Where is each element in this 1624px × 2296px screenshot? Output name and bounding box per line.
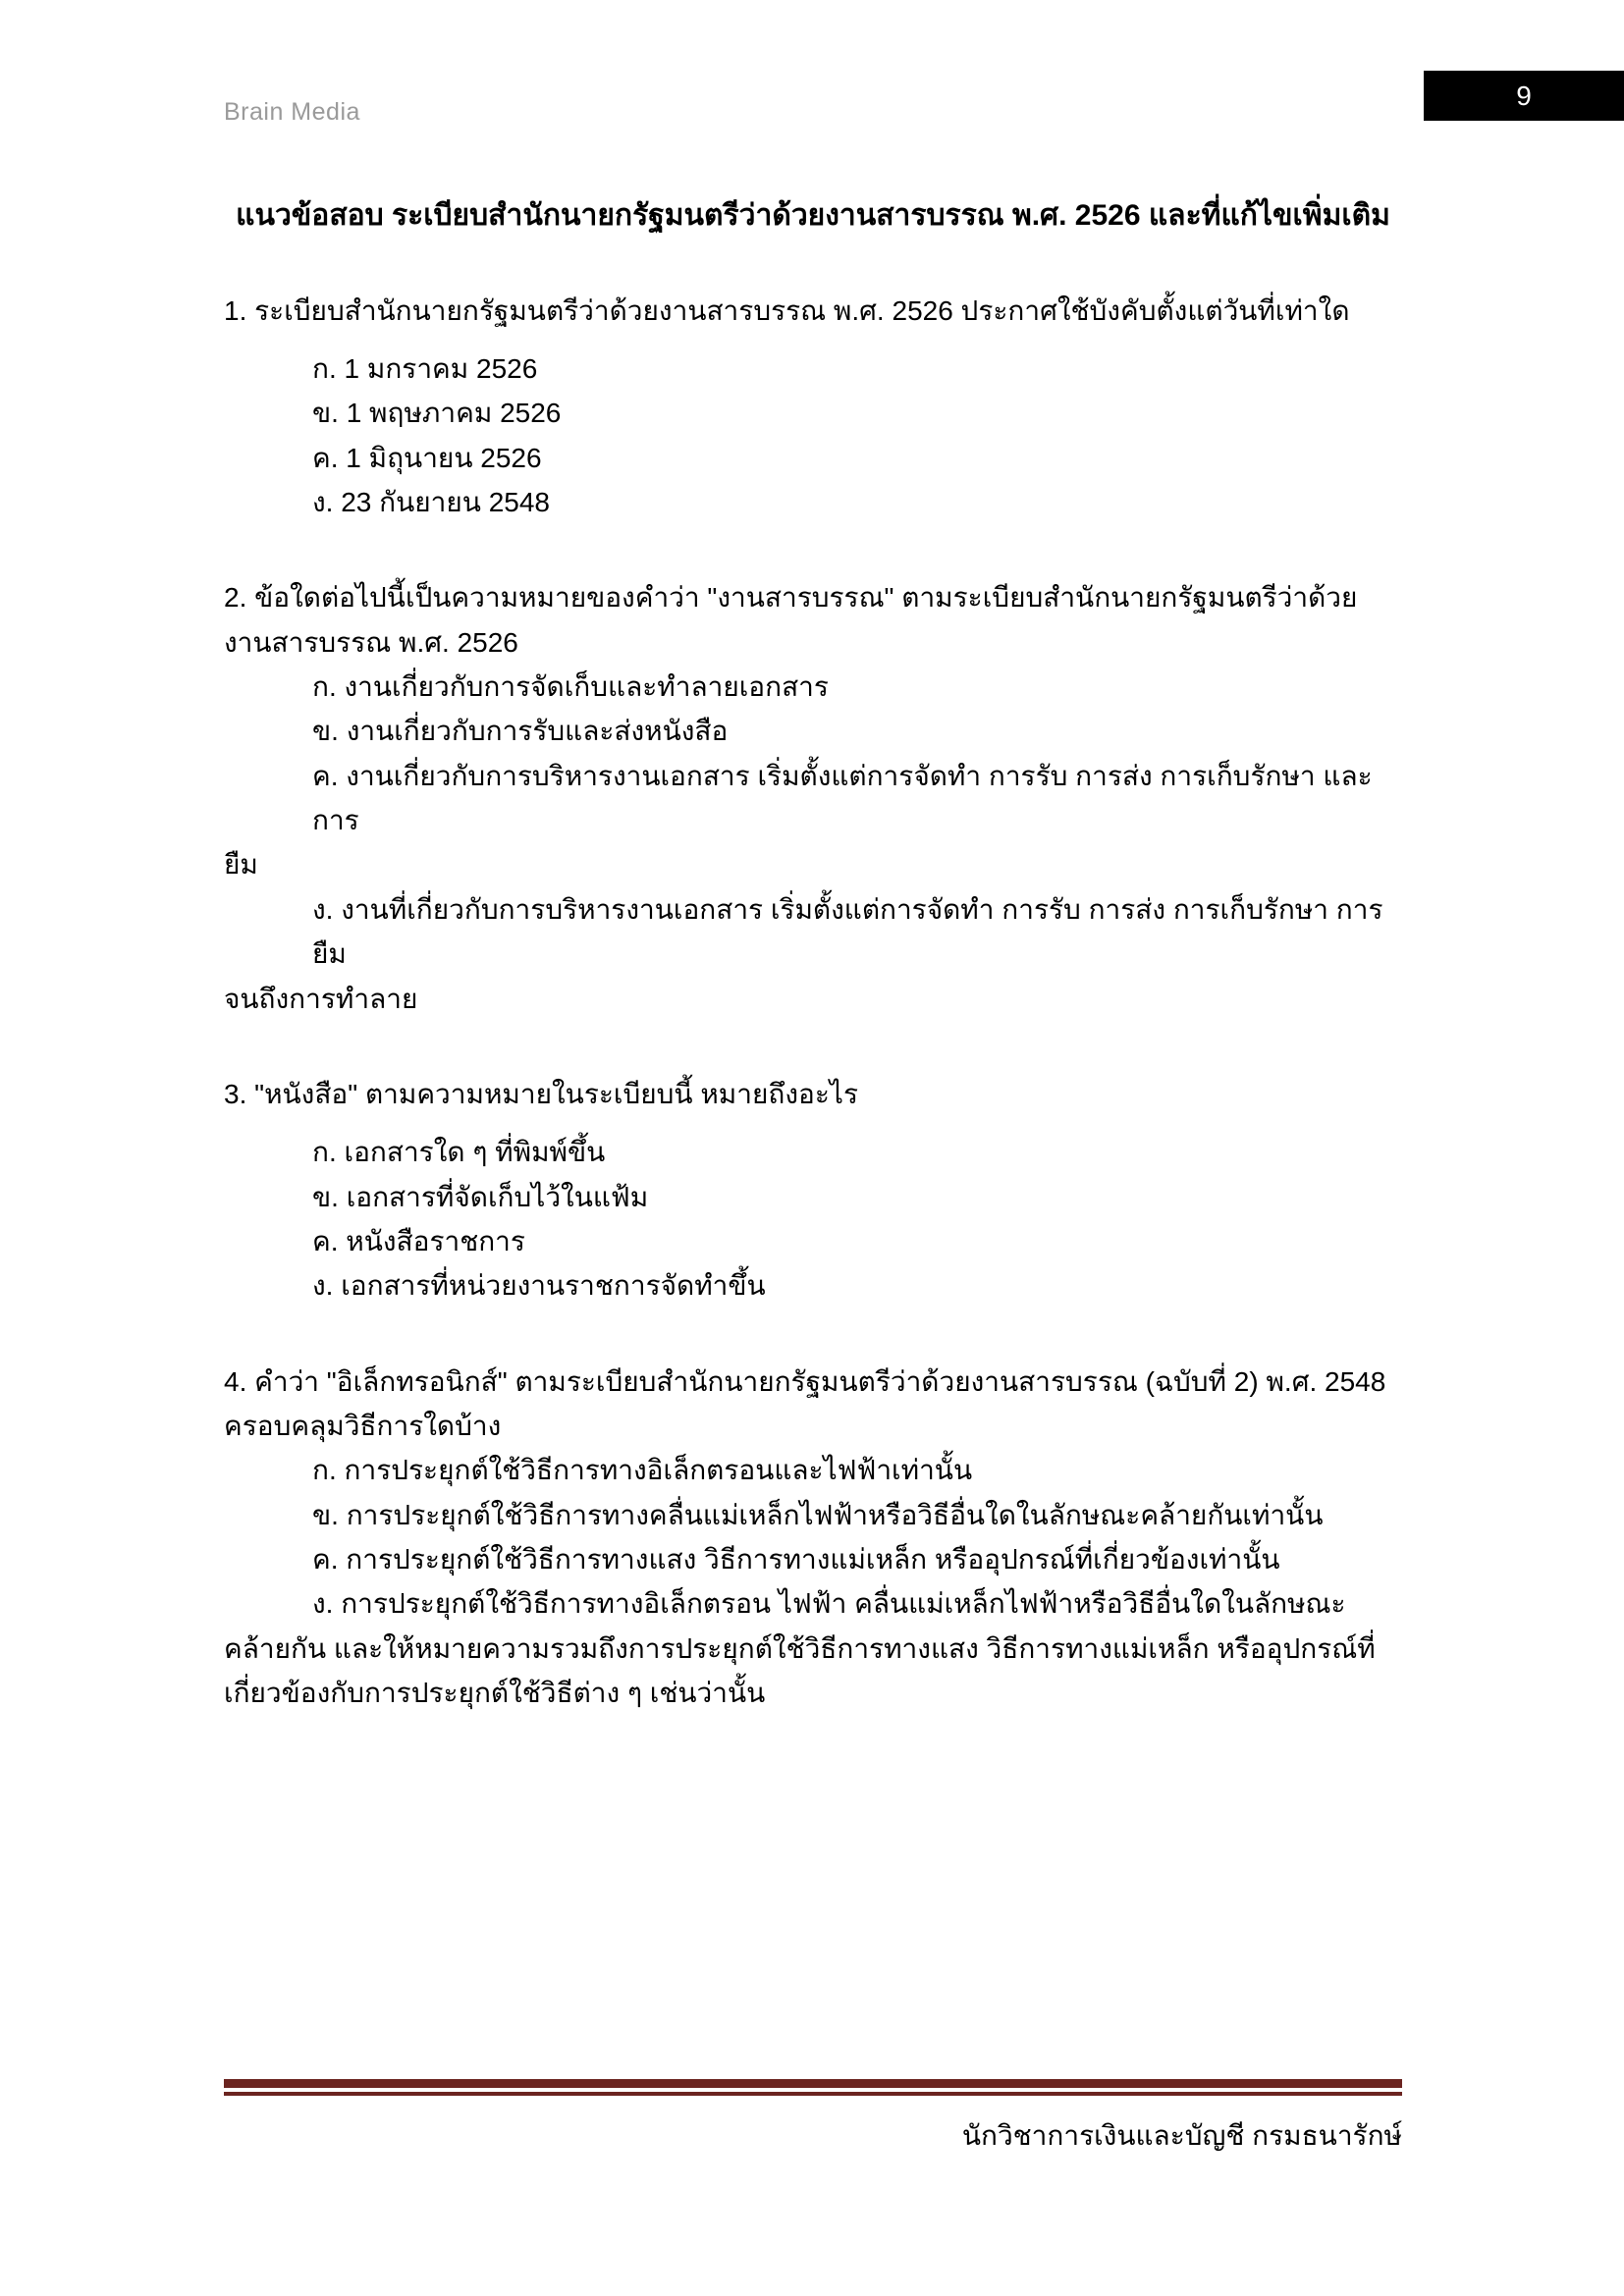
choice-item[interactable]: [224, 1130, 1402, 1174]
question-text: 2. ข้อใดต่อไปนี้เป็นความหมายของคำว่า "งานสารบรรณ" ตามระเบียบสำนักนายกรัฐมนตรีว่าด้วยงานสารบรรณ พ.ศ. 2526: [224, 582, 1358, 658]
page-footer: [224, 2079, 1402, 2157]
choice-list: [224, 665, 1402, 1021]
page-title: แนวข้อสอบ ระเบียบสำนักนายกรัฐมนตรีว่าด้วยงานสารบรรณ พ.ศ. 2526 และที่แก้ไขเพิ่มเติม: [236, 199, 1390, 232]
choice-item[interactable]: [224, 665, 1402, 709]
page-number-value: 9: [1516, 80, 1532, 111]
choice-item[interactable]: [224, 391, 1402, 435]
document-body: [224, 177, 1402, 1716]
question-block: [224, 1072, 1402, 1308]
choice-text: ก. การประยุกต์ใช้วิธีการทางอิเล็กตรอนและไฟฟ้าเท่านั้น: [312, 1455, 973, 1486]
choice-list: [224, 1130, 1402, 1308]
choice-item[interactable]: [224, 887, 1402, 1021]
choice-text: ข. เอกสารที่จัดเก็บไว้ในแฟ้ม: [312, 1181, 649, 1212]
choice-text: ข. 1 พฤษภาคม 2526: [312, 398, 562, 429]
choice-item[interactable]: [224, 709, 1402, 753]
choice-text-continuation: คล้ายกัน และให้หมายความรวมถึงการประยุกต์ใช้วิธีการทางแสง วิธีการทางแม่เหล็ก หรืออุปกรณ์ที่เกี่ยวข้องกับการประยุกต์ใช้วิธีต่าง ๆ เช่นว่านั้น: [224, 1632, 1376, 1709]
question-text: 4. คำว่า "อิเล็กทรอนิกส์" ตามระเบียบสำนักนายกรัฐมนตรีว่าด้วยงานสารบรรณ (ฉบับที่ 2) พ.ศ. 2548 ครอบคลุมวิธีการใดบ้าง: [224, 1365, 1386, 1442]
footer-rule-thick: [224, 2079, 1402, 2088]
question-block: [224, 289, 1402, 525]
question-block: [224, 1360, 1402, 1716]
choice-list: [224, 347, 1402, 524]
choice-item[interactable]: [224, 1263, 1402, 1308]
choice-text: ค. 1 มิถุนายน 2526: [312, 442, 542, 473]
choice-item[interactable]: [224, 1448, 1402, 1492]
choice-item[interactable]: [224, 436, 1402, 480]
choice-text: ค. หนังสือราชการ: [312, 1225, 525, 1256]
choice-text: ข. งานเกี่ยวกับการรับและส่งหนังสือ: [312, 716, 729, 747]
question-text: 3. "หนังสือ" ตามความหมายในระเบียบนี้ หมายถึงอะไร: [224, 1078, 858, 1109]
footer-text: นักวิชาการเงินและบัญชี กรมธนารักษ์: [961, 2120, 1402, 2151]
question-text: 1. ระเบียบสำนักนายกรัฐมนตรีว่าด้วยงานสารบรรณ พ.ศ. 2526 ประกาศใช้บังคับตั้งแต่วันที่เท่าใด: [224, 294, 1350, 326]
choice-item[interactable]: [224, 1493, 1402, 1537]
choice-text: ง. งานที่เกี่ยวกับการบริหารงานเอกสาร เริ่มตั้งแต่การจัดทำ การรับ การส่ง การเก็บรักษา การยืม: [312, 893, 1383, 970]
question-block: [224, 575, 1402, 1021]
choice-item[interactable]: [224, 480, 1402, 524]
choice-text: ก. 1 มกราคม 2526: [312, 352, 538, 384]
page-number-badge: [1424, 71, 1624, 121]
choice-text: ง. เอกสารที่หน่วยงานราชการจัดทำขึ้น: [312, 1270, 766, 1302]
choice-text: ก. งานเกี่ยวกับการจัดเก็บและทำลายเอกสาร: [312, 671, 829, 703]
running-head: Brain Media: [224, 98, 360, 126]
choice-text-continuation: ยืม: [224, 849, 258, 881]
choice-item[interactable]: [224, 1175, 1402, 1219]
choice-list: [224, 1448, 1402, 1715]
choice-text: ง. การประยุกต์ใช้วิธีการทางอิเล็กตรอน ไฟฟ้า คลื่นแม่เหล็กไฟฟ้าหรือวิธีอื่นใดในลักษณะ: [312, 1588, 1346, 1620]
choice-text: ง. 23 กันยายน 2548: [312, 486, 550, 517]
choice-text: ข. การประยุกต์ใช้วิธีการทางคลื่นแม่เหล็กไฟฟ้าหรือวิธีอื่นใดในลักษณะคล้ายกันเท่านั้น: [312, 1499, 1324, 1530]
choice-item[interactable]: [224, 1219, 1402, 1263]
choice-text: ก. เอกสารใด ๆ ที่พิมพ์ขึ้น: [312, 1137, 606, 1168]
choice-text-continuation: จนถึงการทำลาย: [224, 983, 418, 1014]
choice-item[interactable]: [224, 1581, 1402, 1715]
choice-text: ค. งานเกี่ยวกับการบริหารงานเอกสาร เริ่มตั้งแต่การจัดทำ การรับ การส่ง การเก็บรักษา และการ: [312, 760, 1373, 836]
footer-rule-thin: [224, 2092, 1402, 2096]
choice-item[interactable]: [224, 347, 1402, 391]
choice-item[interactable]: [224, 1537, 1402, 1581]
choice-text: ค. การประยุกต์ใช้วิธีการทางแสง วิธีการทางแม่เหล็ก หรืออุปกรณ์ที่เกี่ยวข้องเท่านั้น: [312, 1544, 1280, 1575]
choice-item[interactable]: [224, 754, 1402, 887]
